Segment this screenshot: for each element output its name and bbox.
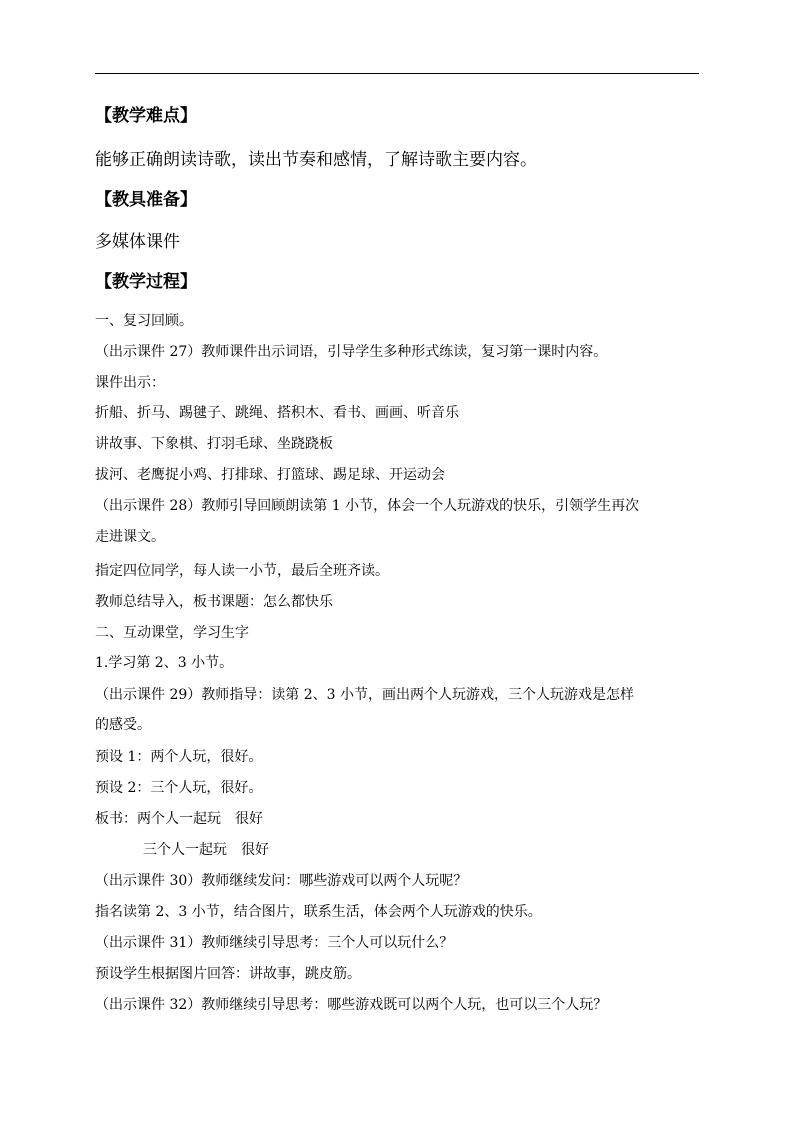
paragraph-line: 预设 1：两个人玩，很好。 — [95, 749, 263, 765]
paragraph-line: （出示课件 27）教师课件出示词语，引导学生多种形式练读，复习第一课时内容。 — [95, 344, 608, 360]
paragraph-line: 走进课文。 — [95, 529, 165, 545]
paragraph-line: 预设 2：三个人玩，很好。 — [95, 780, 263, 796]
paragraph-line: （出示课件 28）教师引导回顾朗读第 1 小节，体会一个人玩游戏的快乐，引领学生再次 — [95, 498, 640, 514]
section-heading-materials: 【教具准备】 — [95, 190, 197, 210]
paragraph-line: 拔河、老鹰捉小鸡、打排球、打篮球、踢足球、开运动会 — [95, 467, 445, 483]
difficulty-text: 能够正确朗读诗歌，读出节奏和感情，了解诗歌主要内容。 — [95, 150, 537, 170]
paragraph-line: 一、复习回顾。 — [95, 313, 193, 329]
paragraph-line: 折船、折马、踢毽子、跳绳、搭积木、看书、画画、听音乐 — [95, 405, 459, 421]
paragraph-line: 课件出示： — [95, 375, 165, 391]
paragraph-line: 1.学习第 2、3 小节。 — [95, 655, 234, 671]
paragraph-line: （出示课件 30）教师继续发问：哪些游戏可以两个人玩呢？ — [95, 873, 468, 889]
paragraph-line: 三个人一起玩 很好 — [143, 842, 269, 858]
paragraph-line: 教师总结导入，板书课题：怎么都快乐 — [95, 594, 333, 610]
paragraph-line: 二、互动课堂，学习生字 — [95, 625, 249, 641]
paragraph-line: （出示课件 31）教师继续引导思考：三个人可以玩什么？ — [95, 935, 454, 951]
paragraph-line: 指定四位同学，每人读一小节，最后全班齐读。 — [95, 563, 389, 579]
section-heading-process: 【教学过程】 — [95, 272, 197, 292]
paragraph-line: 的感受。 — [95, 717, 151, 733]
header-rule — [95, 73, 699, 74]
section-heading-difficulty: 【教学难点】 — [95, 106, 197, 126]
materials-text: 多媒体课件 — [95, 232, 180, 252]
paragraph-line: 指名读第 2、3 小节，结合图片，联系生活，体会两个人玩游戏的快乐。 — [95, 904, 542, 920]
paragraph-line: 讲故事、下象棋、打羽毛球、坐跷跷板 — [95, 436, 333, 452]
paragraph-line: （出示课件 32）教师继续引导思考：哪些游戏既可以两个人玩，也可以三个人玩？ — [95, 997, 608, 1013]
paragraph-line: （出示课件 29）教师指导：读第 2、3 小节，画出两个人玩游戏，三个人玩游戏是怎样 — [95, 687, 634, 703]
paragraph-line: 预设学生根据图片回答：讲故事，跳皮筋。 — [95, 966, 361, 982]
paragraph-line: 板书：两个人一起玩 很好 — [95, 811, 263, 827]
